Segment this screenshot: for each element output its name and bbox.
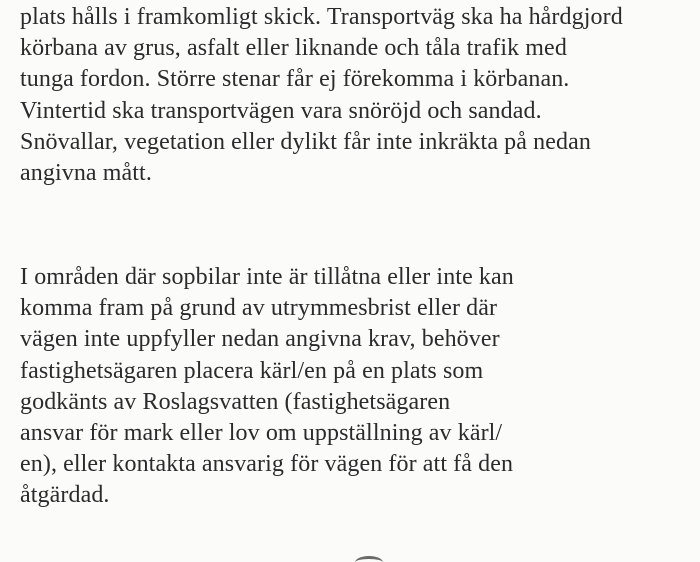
text-line: komma fram på grund av utrymmesbrist eller där <box>20 295 498 322</box>
text-line: körbana av grus, asfalt eller liknande och tåla trafik med <box>20 35 567 62</box>
paragraph-transport-road <box>20 2 690 189</box>
text-line: Snövallar, vegetation eller dylikt får inte inkräkta på nedan <box>20 128 591 155</box>
text-line: åtgärdad. <box>20 482 110 509</box>
text-line: I områden där sopbilar inte är tillåtna eller inte kan <box>20 264 514 290</box>
paragraph-restricted-areas <box>20 262 690 512</box>
text-line: en), eller kontakta ansvarig för vägen för att få den <box>20 451 514 478</box>
text-line: vägen inte uppfyller nedan angivna krav, behöver <box>20 326 500 353</box>
text-line: Vintertid ska transportvägen vara snöröjd och sandad. <box>20 97 542 124</box>
cut-off-glyph-fragment <box>355 556 383 562</box>
text-line: ansvar för mark eller lov om uppställning av kärl/ <box>20 420 503 447</box>
text-line: angivna mått. <box>20 160 152 187</box>
text-line: tunga fordon. Större stenar får ej förekomma i körbanan. <box>20 66 570 93</box>
text-line: plats hålls i framkomligt skick. Transportväg ska ha hårdgjord <box>20 4 623 30</box>
text-line: fastighetsägaren placera kärl/en på en plats som <box>20 357 484 384</box>
text-line: godkänts av Roslagsvatten (fastighetsägaren <box>20 388 451 415</box>
